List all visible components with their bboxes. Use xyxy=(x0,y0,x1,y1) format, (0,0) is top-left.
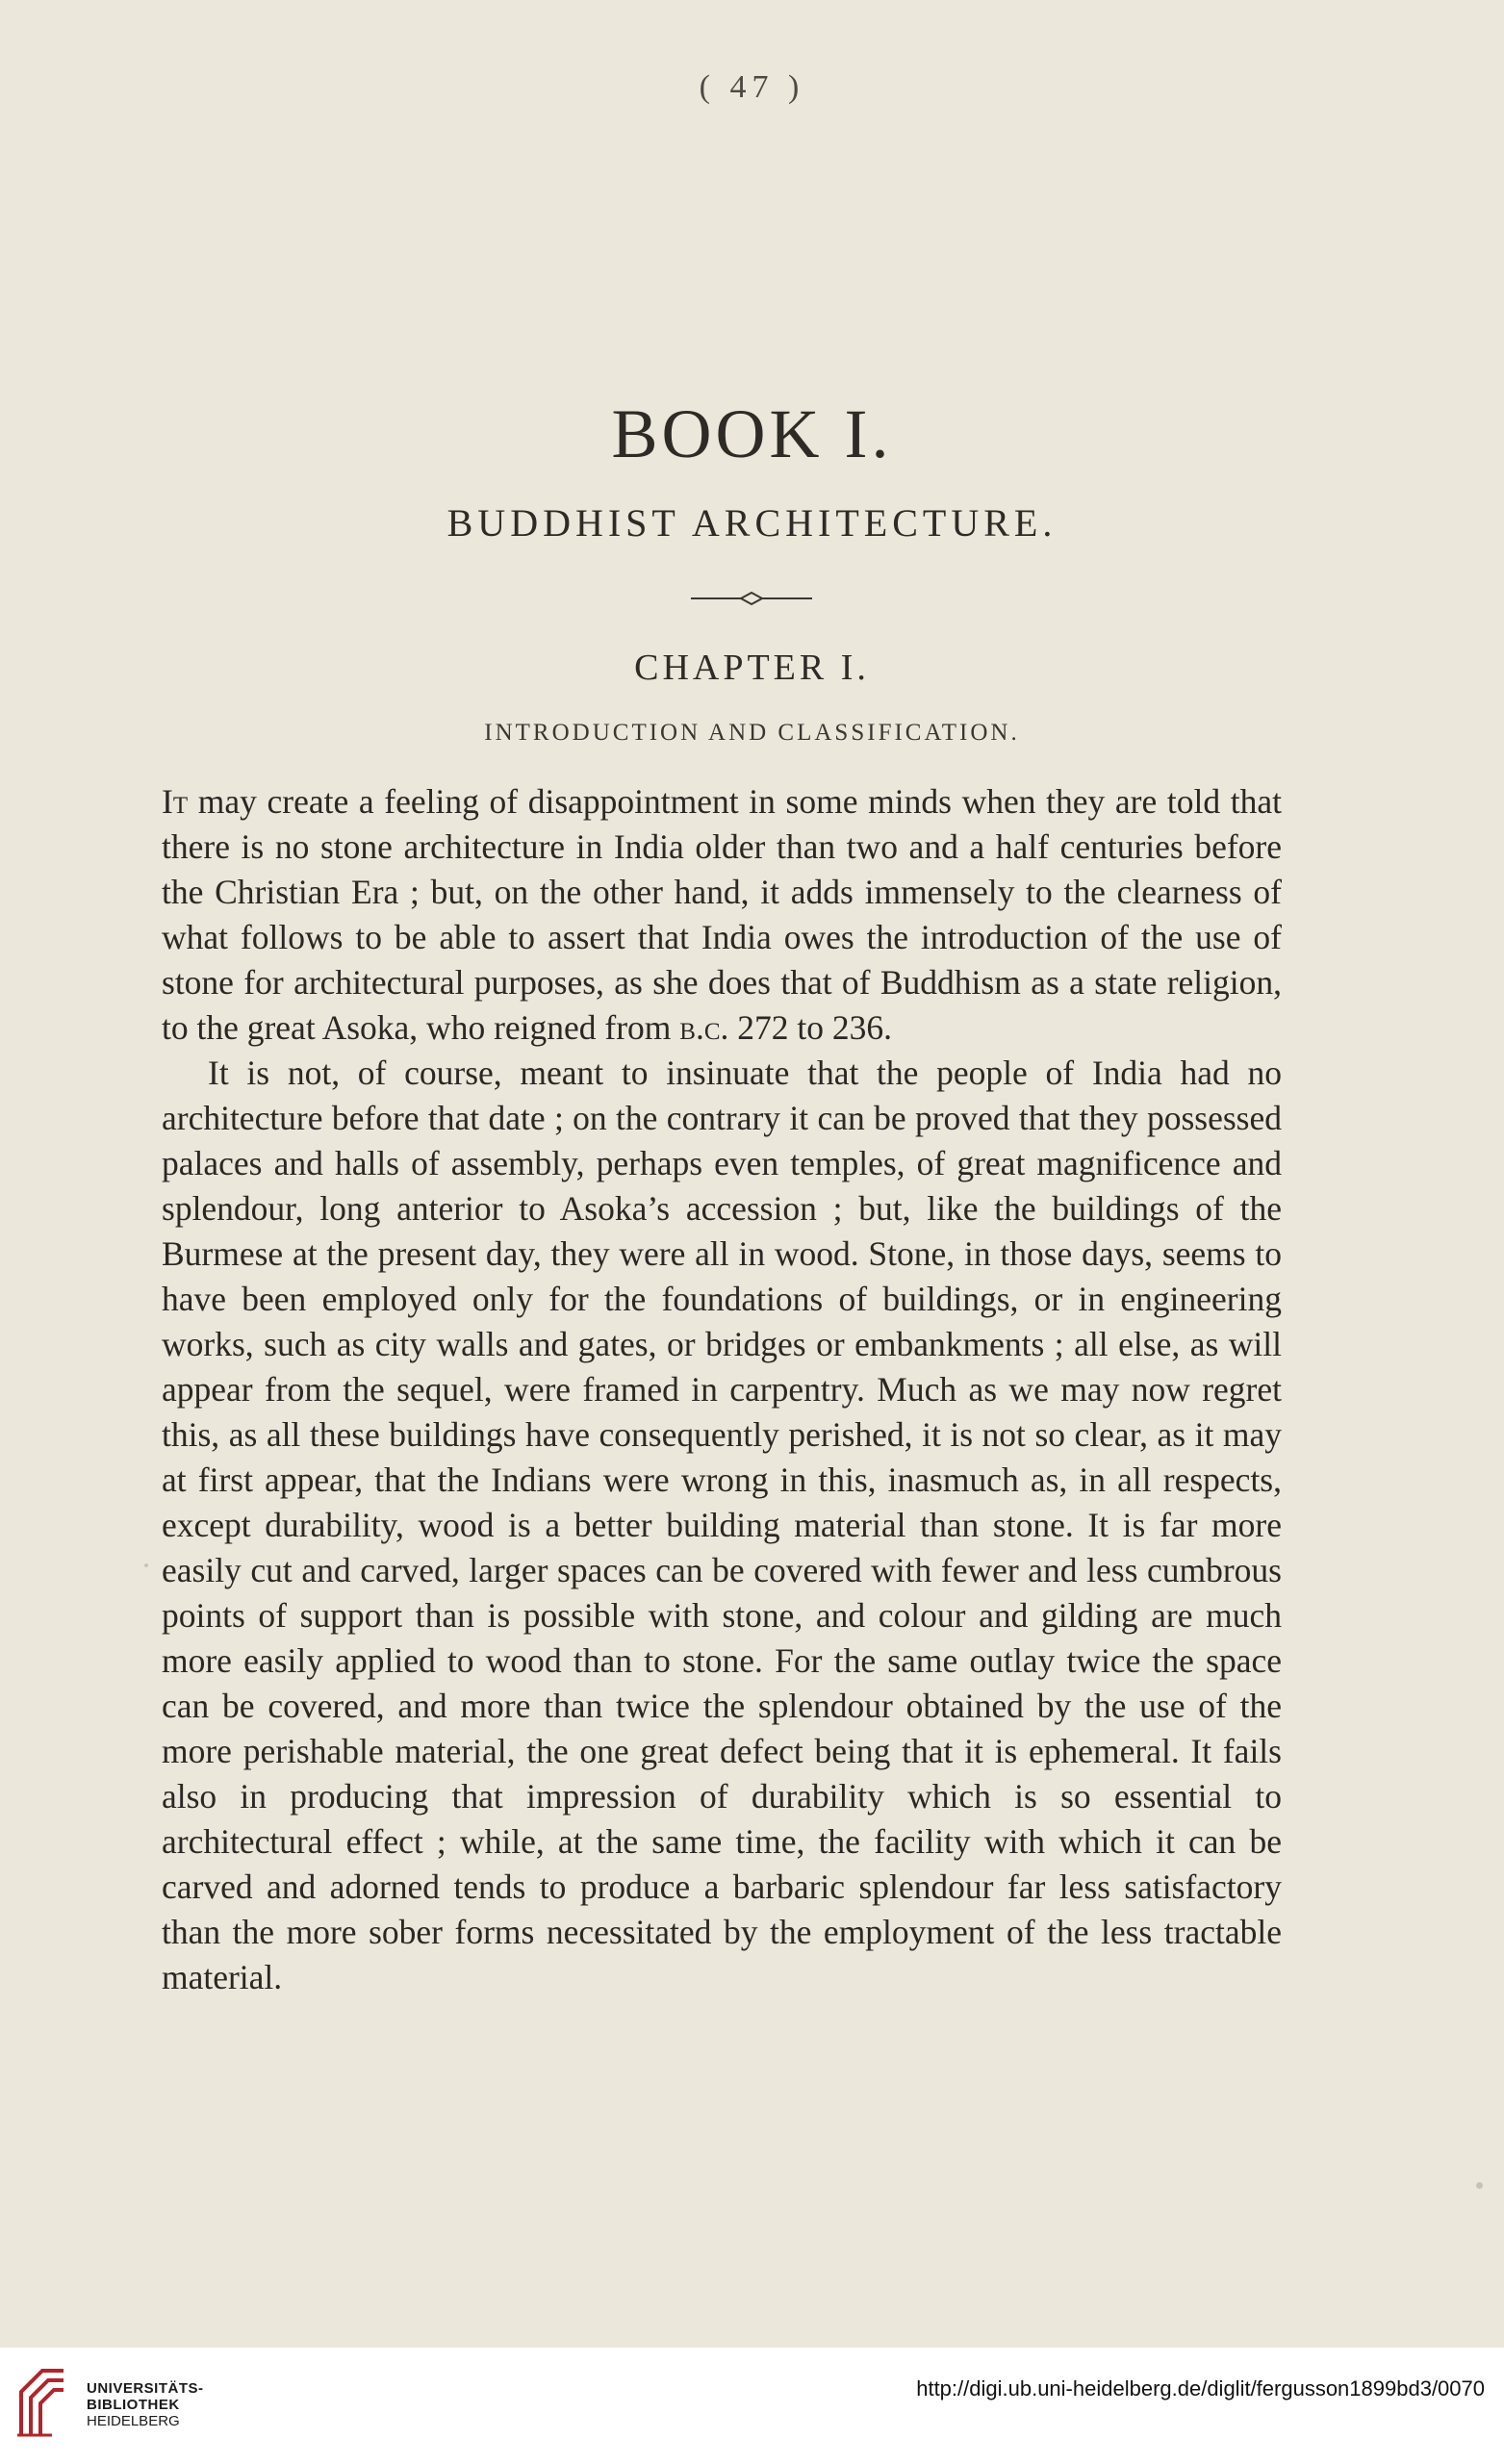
era-abbreviation: b.c. xyxy=(679,1008,729,1047)
book-title: BOOK I. xyxy=(611,395,893,472)
paragraph-1-text: may create a feeling of disappointment in some minds when they are told that there is no stone architecture in India older than two and a half centuries before the Christian Era ; but, on the other hand, it adds immensely to the clearness of what follows to be able to assert that India owes the introduction of the use of stone for architectural purposes, as she does that of Buddhism as a state religion, to the great Asoka, who reigned from xyxy=(162,782,1282,1047)
page-number: ( 47 ) xyxy=(699,69,805,105)
paper-speck xyxy=(144,1563,148,1567)
body-text xyxy=(162,779,1282,2000)
chapter-subtitle: INTRODUCTION AND CLASSIFICATION. xyxy=(484,720,1020,746)
paragraph-1 xyxy=(162,779,1282,1051)
source-url-link[interactable]: http://digi.ub.uni-heidelberg.de/diglit/fergusson1899bd3/0070 xyxy=(916,2376,1485,2400)
footer-bar xyxy=(0,2348,1504,2464)
library-name-line-1: UNIVERSITÄTS- xyxy=(87,2380,204,2397)
library-name-line-3: HEIDELBERG xyxy=(87,2413,180,2429)
ornament-divider-icon xyxy=(0,589,1504,608)
library-name-line-2: BIBLIOTHEK xyxy=(87,2397,180,2413)
book-subtitle: BUDDHIST ARCHITECTURE. xyxy=(446,501,1058,545)
chapter-title: CHAPTER I. xyxy=(634,648,870,688)
paragraph-2: It is not, of course, meant to insinuate that the people of India had no architecture before that date ; on the contrary it can be proved that they possessed palaces and halls of assembly, perhaps even temples, of great magnificence and splendour, long anterior to Asoka’s accession ; but, like the buildings of the Burmese at the present day, they were all in wood. Stone, in those days, seems to have been employed only for the foundations of buildings, or in engineering works, such as city walls and gates, or bridges or embankments ; all else, as will appear from the sequel, were framed in carpentry. Much as we may now regret this, as all these buildings have consequently perished, it is not so clear, as it may at first appear, that the Indians were wrong in this, inasmuch as, in all respects, except durability, wood is a better building material than stone. It is far more easily cut and carved, larger spaces can be covered with fewer and less cumbrous points of support than is possible with stone, and colour and gilding are much more easily applied to wood than to stone. For the same outlay twice the space can be covered, and more than twice the splendour obtained by the use of the more perishable material, the one great defect being that it is ephemeral. It fails also in producing that impression of durability which is so essential to architectural effect ; while, at the same time, the facility with which it can be carved and adorned tends to produce a barbaric splendour far less satisfactory than the more sober forms necessitated by the employment of the less tractable material. xyxy=(162,1054,1282,1996)
library-name xyxy=(87,2380,204,2429)
paper-speck xyxy=(1476,2182,1483,2189)
library-logo-icon xyxy=(13,2363,71,2440)
paragraph-1-end: 272 to 236. xyxy=(728,1008,893,1047)
paragraph-lead: It xyxy=(162,782,189,821)
